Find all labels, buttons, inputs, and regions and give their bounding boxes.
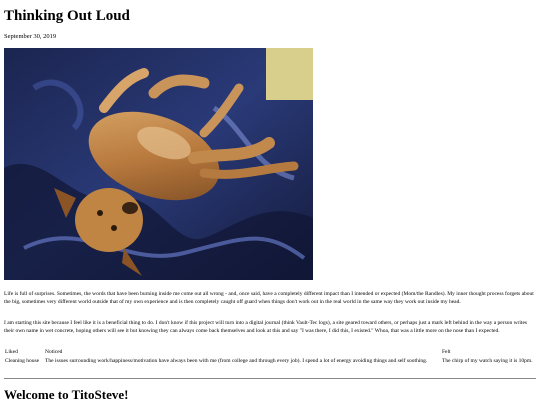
page-title: Thinking Out Loud xyxy=(4,8,130,24)
dog-on-blanket-photo xyxy=(4,48,313,280)
purpose-paragraph: I am starting this site because I feel like it is a beneficial thing to do. I don't know if this project will turn into a digital journal (think Vault-Tec logs), a site geared toward others, or perhaps just a mark left behind in the way a person writes their own name in wet concrete, hoping others will see it but knowing they can always come back themselves and look at this and say "I was there, I did this, I existed." Whoa, that was a little more on the nose than I expected. xyxy=(4,320,528,334)
intro-paragraph: Life is full of surprises. Sometimes, the words that have been burning inside me come out all wrong - and, once said, have a completely different impact than I intended or expected (Mom/the Randles). My inner thought process forgets about the big, sometimes very different world outside that of my own experience and is then completely caught off guard when things don't work out in the real world in the same way they work out inside my head. xyxy=(4,291,534,305)
journal-table xyxy=(4,348,536,365)
cell-liked: Cleaning house xyxy=(5,358,40,364)
column-header-liked: Liked xyxy=(5,349,18,355)
column-header-noticed: Noticed xyxy=(45,349,63,355)
column-header-felt: Felt xyxy=(442,349,451,355)
section-divider xyxy=(4,378,536,379)
table-row xyxy=(4,357,536,365)
post-date: September 30, 2019 xyxy=(4,33,57,40)
cell-felt: The chirp of my watch saying it is 10pm. xyxy=(442,358,533,364)
cell-noticed: The issues surrounding work/happiness/motivation have always been with me (from college and through every job). I spend a lot of energy avoiding things and self soothing. xyxy=(45,358,428,364)
welcome-heading: Welcome to TitoSteve! xyxy=(4,387,129,402)
journal-header-row xyxy=(4,348,536,357)
